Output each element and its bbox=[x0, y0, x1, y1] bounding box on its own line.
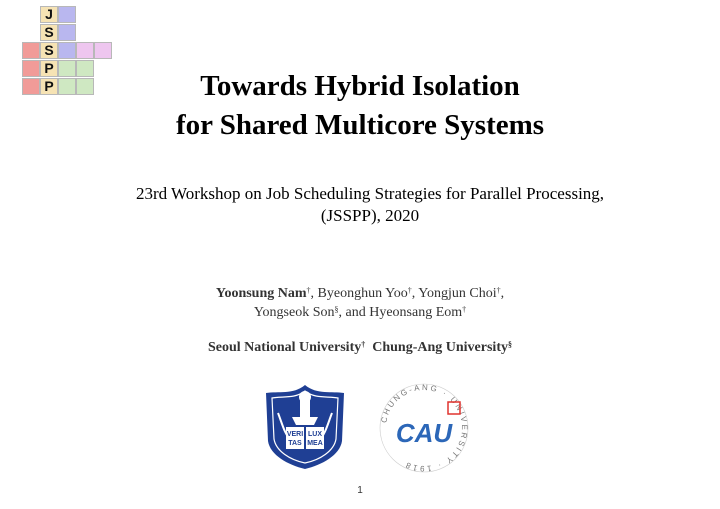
author-name: , Byeonghun Yoo bbox=[310, 286, 408, 301]
logo-letter: S bbox=[44, 24, 54, 40]
snu-book-text: LUX bbox=[308, 431, 322, 438]
authors-line-1 bbox=[0, 284, 720, 303]
venue-line-2: (JSSPP), 2020 bbox=[320, 206, 420, 225]
affil-mark: † bbox=[361, 340, 366, 349]
logo-cell bbox=[58, 42, 76, 59]
author-name: Yongseok Son bbox=[253, 305, 335, 320]
affiliations bbox=[0, 340, 720, 356]
cau-ring-text: CHUNG-ANG · UNIVERSITY · 1918 bbox=[379, 382, 470, 474]
authors-line-2 bbox=[0, 303, 720, 322]
affil-mark: † bbox=[306, 286, 311, 295]
affil-mark: § bbox=[334, 305, 339, 314]
title-line-2: for Shared Multicore Systems bbox=[175, 109, 545, 141]
affiliation-snu: Seoul National University bbox=[208, 340, 362, 355]
affil-mark: † bbox=[462, 305, 467, 314]
logo-cell bbox=[58, 6, 76, 23]
snu-book-text: VERI bbox=[286, 431, 304, 438]
affil-mark: † bbox=[407, 286, 412, 295]
author-name: Yoonsung Nam bbox=[215, 286, 307, 301]
author-name: , and Hyeonsang Eom bbox=[338, 305, 463, 320]
logo-letter: P bbox=[44, 60, 54, 76]
logo-cell bbox=[94, 42, 112, 59]
title-line-1: Towards Hybrid Isolation bbox=[200, 70, 520, 102]
logo-cell bbox=[22, 42, 40, 59]
separator: , bbox=[500, 286, 505, 301]
logo-cell bbox=[58, 24, 76, 41]
snu-book-text: TAS bbox=[288, 440, 302, 447]
snu-book-text: MEA bbox=[307, 440, 323, 447]
logo-letter: S bbox=[44, 42, 54, 58]
affil-mark: § bbox=[507, 340, 512, 349]
affiliation-cau: Chung-Ang University bbox=[372, 340, 508, 355]
cau-wordmark: CAU bbox=[395, 418, 453, 448]
logo-letter: J bbox=[45, 6, 53, 22]
affil-mark: † bbox=[496, 286, 501, 295]
logo-cell bbox=[76, 42, 94, 59]
author-name: , Yongjun Choi bbox=[411, 286, 497, 301]
venue-line-1: 23rd Workshop on Job Scheduling Strategies for Parallel Processing, bbox=[135, 184, 605, 203]
cau-logo bbox=[376, 380, 472, 476]
page-number: 1 bbox=[357, 485, 363, 496]
snu-logo bbox=[262, 383, 348, 471]
logo-letter: P bbox=[44, 78, 54, 94]
